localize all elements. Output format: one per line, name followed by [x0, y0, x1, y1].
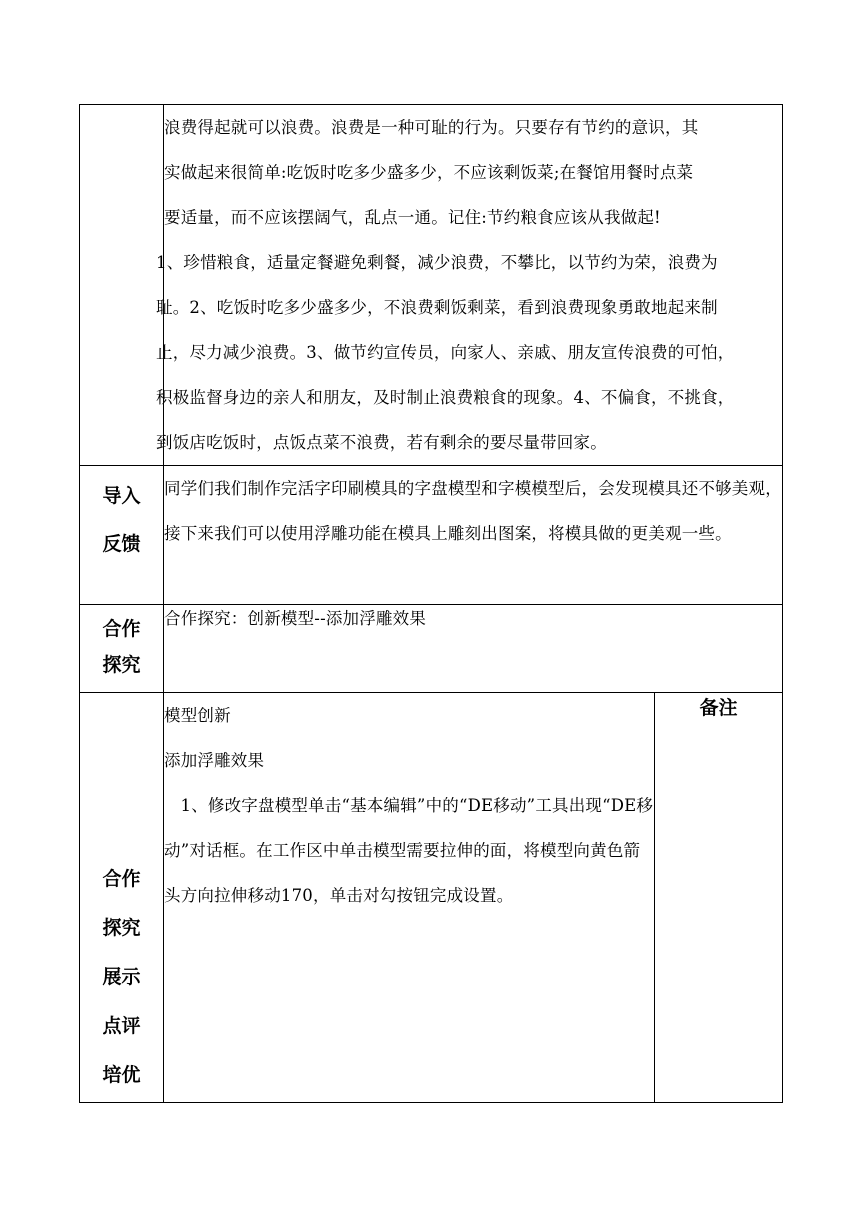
- row1-list-line: 耻。2、吃饭时吃多少盛多少，不浪费剩饭剩菜，看到浪费现象勇敢地起来制: [156, 298, 718, 317]
- row3-label-line: 合作: [102, 618, 141, 640]
- row2-label-line: 导入: [102, 485, 141, 507]
- row4-label-line: 点评: [102, 1015, 141, 1037]
- row1-line: 要适量，而不应该摆阔气，乱点一通。记住:节约粮食应该从我做起!: [164, 208, 661, 227]
- table-row: [80, 693, 783, 1103]
- row4-subheading: 添加浮雕效果: [164, 751, 265, 770]
- row1-list-line: 1、珍惜粮食，适量定餐避免剩餐，减少浪费，不攀比，以节约为荣，浪费为: [156, 253, 718, 272]
- row1-list-line: 积极监督身边的亲人和朋友，及时制止浪费粮食的现象。4、不偏食，不挑食，: [156, 388, 735, 407]
- row3-content: 合作探究：创新模型--添加浮雕效果: [164, 605, 783, 693]
- row4-label: [80, 693, 164, 1103]
- row1-content-cell: [156, 105, 783, 466]
- notes-cell: [655, 693, 783, 1103]
- row1-list-line: 到饭店吃饭时，点饭点菜不浪费，若有剩余的要尽量带回家。: [156, 433, 607, 452]
- row1-label-cell: [80, 105, 164, 466]
- lesson-plan-table: [79, 104, 783, 1103]
- table-row: [80, 105, 783, 466]
- row4-label-line: 合作: [102, 868, 141, 890]
- notes-label: 备注: [699, 697, 738, 719]
- row4-label-line: 探究: [102, 917, 141, 939]
- row4-body: 1、修改字盘模型单击“基本编辑”中的“DE移动”工具出现“DE移动”对话框。在工作区中单击模型需要拉伸的面，将模型向黄色箭头方向拉伸移动170，单击对勾按钮完成设置。: [164, 796, 654, 905]
- row1-line: 浪费得起就可以浪费。浪费是一种可耻的行为。只要存有节约的意识，其: [164, 118, 699, 137]
- row1-line: 实做起来很简单:吃饭时吃多少盛多少，不应该剩饭菜;在餐馆用餐时点菜: [164, 163, 694, 182]
- row3-label-line: 探究: [102, 654, 141, 676]
- table-row: [80, 466, 783, 605]
- row2-label-line: 反馈: [102, 533, 141, 555]
- row2-content: 同学们我们制作完活字印刷模具的字盘模型和字模模型后，会发现模具还不够美观，接下来我们可以使用浮雕功能在模具上雕刻出图案，将模具做的更美观一些。: [164, 466, 783, 605]
- row2-label: [80, 466, 164, 605]
- row4-label-line: 培优: [102, 1064, 141, 1086]
- row4-heading: 模型创新: [164, 706, 231, 725]
- row3-label: [80, 605, 164, 693]
- row4-content: [164, 693, 655, 1103]
- table-row: [80, 605, 783, 693]
- row4-label-line: 展示: [102, 966, 141, 988]
- row1-list: [156, 240, 782, 465]
- row1-list-line: 止，尽力减少浪费。3、做节约宣传员，向家人、亲戚、朋友宣传浪费的可怕，: [156, 343, 735, 362]
